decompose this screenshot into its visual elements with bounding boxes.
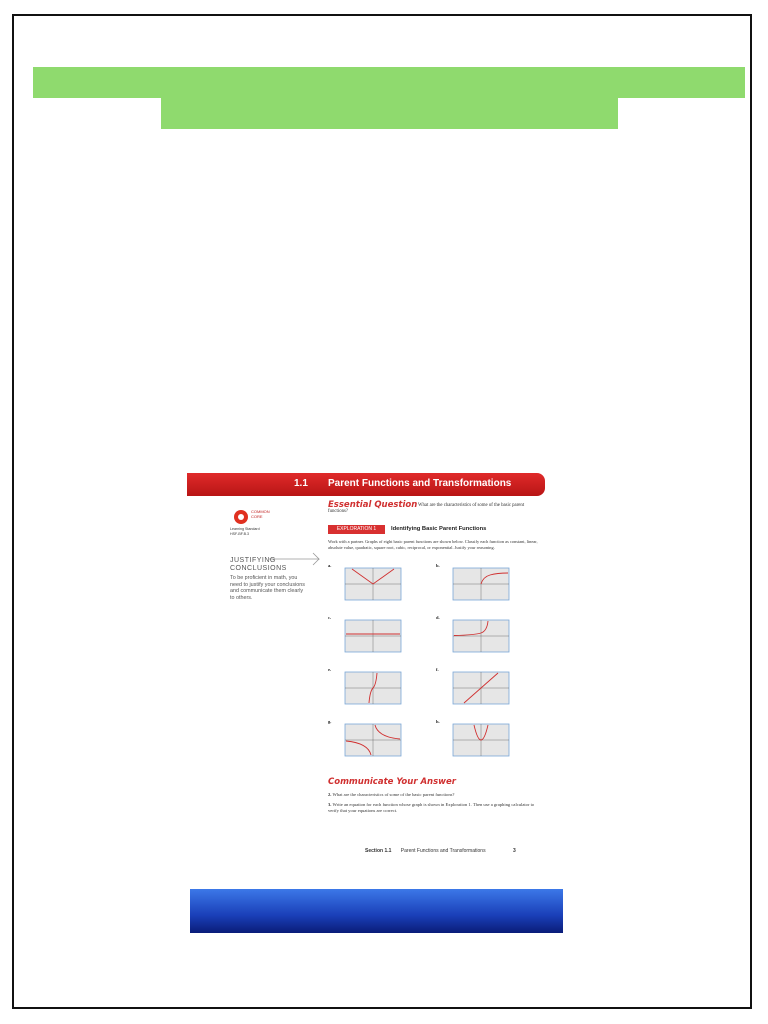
std-line-2: HSF-BF.B.3: [230, 531, 249, 536]
common-core-label: [251, 509, 270, 519]
cc-line-2: CORE: [251, 514, 263, 519]
question-2-number: 2.: [328, 792, 332, 797]
footer-title: Parent Functions and Transformations: [400, 848, 486, 854]
graph-label-b: b.: [436, 563, 440, 568]
page-footer: [365, 848, 524, 854]
essential-question-heading: Essential Question: [328, 500, 418, 510]
graph-b: [450, 565, 512, 603]
graph-label-c: c.: [328, 615, 332, 620]
graph-label-g: g.: [328, 719, 332, 724]
blue-banner: [190, 889, 563, 933]
std-line-1: Learning Standard: [230, 527, 260, 531]
justifying-conclusions-box: [230, 557, 306, 601]
section-title: Parent Functions and Transformations: [328, 478, 512, 489]
graph-label-d: d.: [436, 615, 440, 620]
graph-d: [450, 617, 512, 655]
section-number: 1.1: [294, 478, 308, 489]
communicate-heading: Communicate Your Answer: [328, 777, 456, 787]
graph-a: [342, 565, 404, 603]
graph-label-h: h.: [436, 719, 440, 724]
essential-question-text: What are the characteristics of some of the basic parent functions?: [328, 503, 525, 514]
justify-heading-2: CONCLUSIONS: [230, 565, 287, 572]
exploration-instructions: Work with a partner. Graphs of eight basic parent functions are shown below. Classify each function as constant, linear, absolute value, quadratic, square root, cubic, reciprocal, or exponential. Justify your reasoning.: [328, 539, 538, 550]
graph-h: [450, 721, 512, 759]
question-2-text: What are the characteristics of some of the basic parent functions?: [332, 792, 455, 797]
graph-label-a: a.: [328, 563, 332, 568]
footer-page-number: 3: [512, 848, 516, 854]
common-core-logo-icon: [234, 510, 248, 524]
title-bar-bottom: [161, 98, 618, 129]
question-3-number: 3.: [328, 802, 332, 807]
title-bar-top: [33, 67, 745, 98]
graph-c: [342, 617, 404, 655]
exploration-title: Identifying Basic Parent Functions: [391, 526, 487, 532]
cc-line-1: COMMON: [251, 509, 270, 514]
question-3: [328, 802, 538, 813]
question-2: [328, 792, 538, 798]
graph-f: [450, 669, 512, 707]
section-header-bar: [187, 473, 545, 496]
graph-label-f: f.: [436, 667, 439, 672]
graph-label-e: e.: [328, 667, 332, 672]
justify-heading-1: JUSTIFYING: [230, 557, 276, 564]
graph-g: [342, 721, 404, 759]
graph-e: [342, 669, 404, 707]
question-3-text: Write an equation for each function whose graph is shown in Exploration 1. Then use a graphing calculator to verify that your equations are correct.: [328, 802, 535, 813]
footer-section: Section 1.1: [365, 848, 392, 854]
learning-standard: [230, 527, 260, 536]
textbook-page-image: [187, 473, 545, 858]
justify-text: To be proficient in math, you need to justify your conclusions and communicate them clearly to others.: [230, 575, 305, 601]
exploration-label: EXPLORATION 1: [328, 525, 385, 534]
